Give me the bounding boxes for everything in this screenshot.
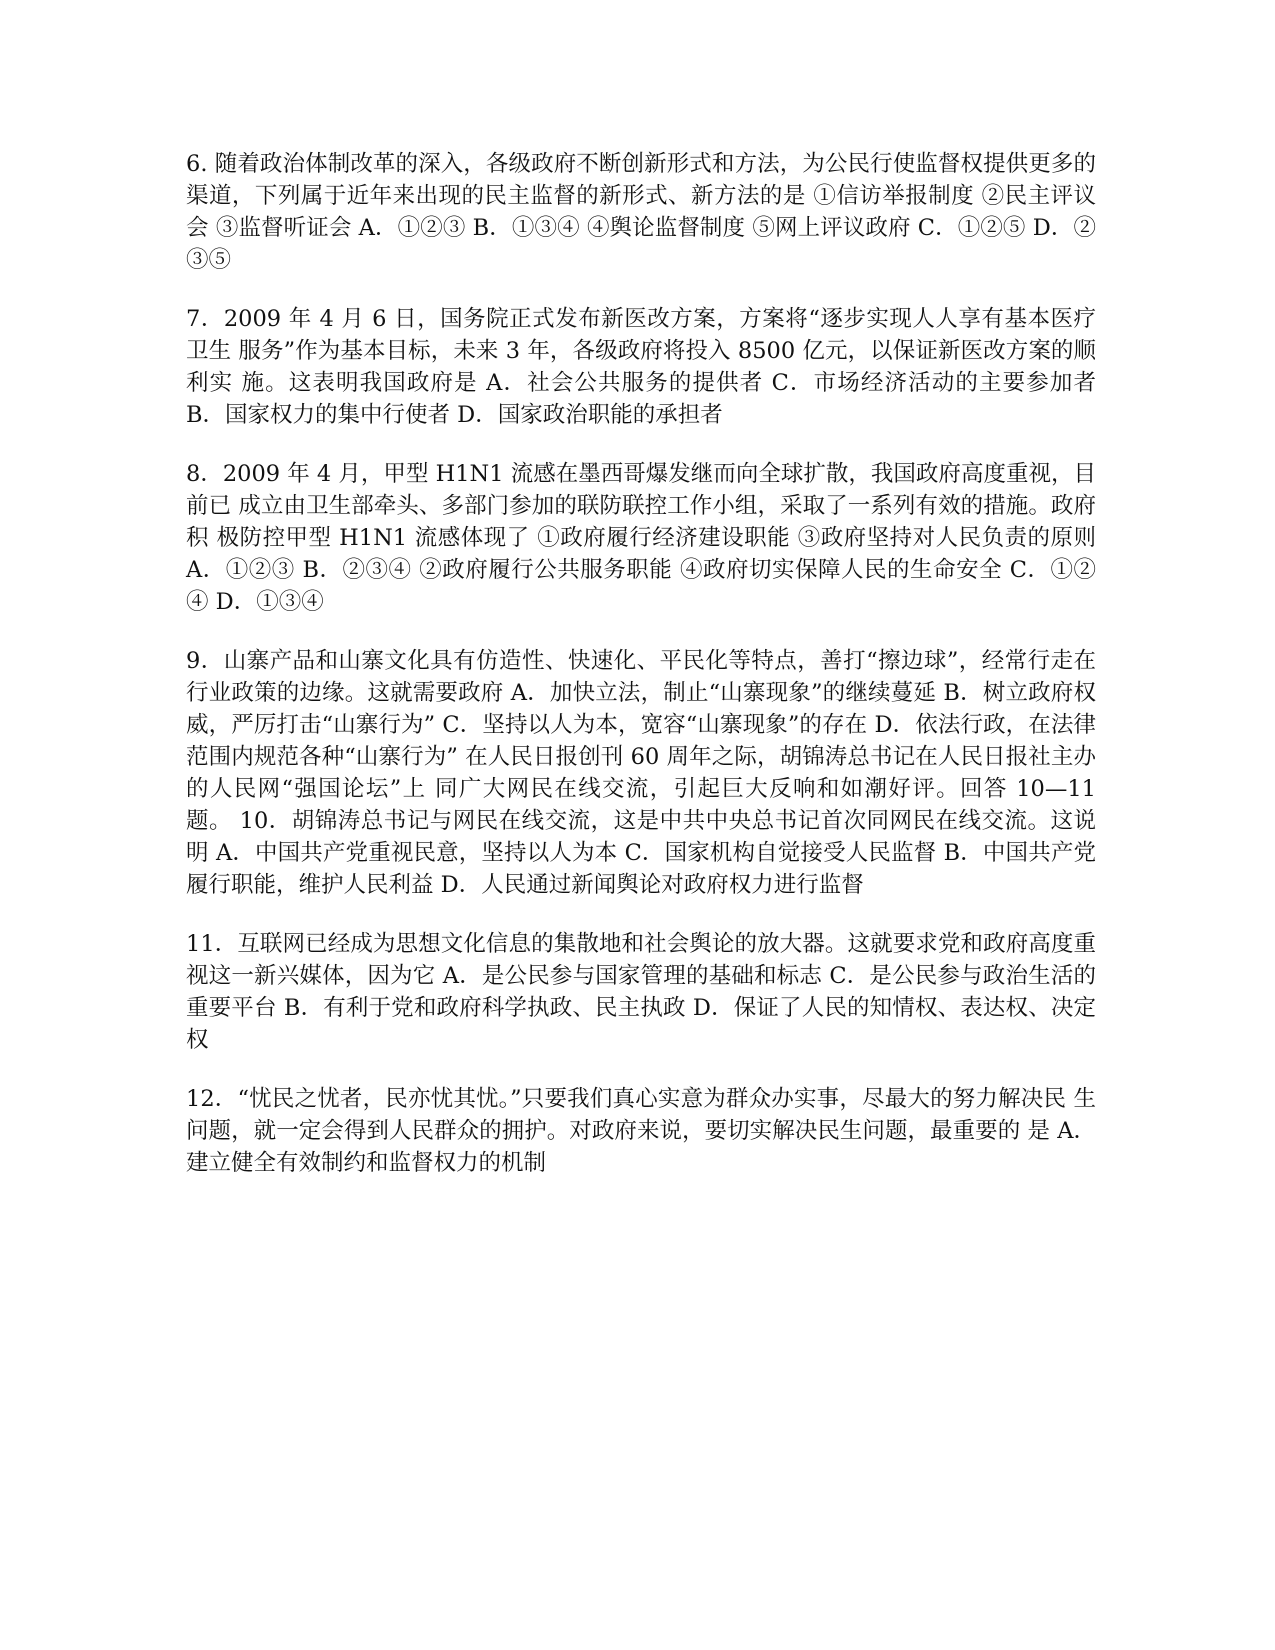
question-8: 8．2009 年 4 月，甲型 H1N1 流感在墨西哥爆发继而向全球扩散，我国政府高度重视，目前已 成立由卫生部牵头、多部门参加的联防联控工作小组，采取了一系列有效的措施。政府积 极防控甲型 H1N1 流感体现了 ①政府履行经济建设职能 ③政府坚持对人民负责的原则 A．①②③ B．②③④ ②政府履行公共服务职能 ④政府切实保障人民的生命安全 C．①②④ D．①③④ [186,461,1096,615]
question-11: 11．互联网已经成为思想文化信息的集散地和社会舆论的放大器。这就要求党和政府高度重 视这一新兴媒体，因为它 A．是公民参与国家管理的基础和标志 C．是公民参与政治生活的重要平台 B．有利于党和政府科学执政、民主执政 D．保证了人民的知情权、表达权、决定权 [186,931,1096,1053]
question-12: 12．“忧民之忧者，民亦忧其忧。”只要我们真心实意为群众办实事，尽最大的努力解决民 生问题，就一定会得到人民群众的拥护。对政府来说，要切实解决民生问题，最重要的 是 A．建立健全有效制约和监督权力的机制 [186,1086,1096,1176]
question-7: 7．2009 年 4 月 6 日，国务院正式发布新医改方案，方案将“逐步实现人人享有基本医疗卫生 服务”作为基本目标，未来 3 年，各级政府将投入 8500 亿元，以保证新医改方案的顺利实 施。这表明我国政府是 A．社会公共服务的提供者 C．市场经济活动的主要参加者 B．国家权力的集中行使者 D．国家政治职能的承担者 [186,306,1096,428]
document-page [186,148,1096,1206]
question-9: 9．山寨产品和山寨文化具有仿造性、快速化、平民化等特点，善打“擦边球”，经常行走在 行业政策的边缘。这就需要政府 A．加快立法，制止“山寨现象”的继续蔓延 B．树立政府权威，严厉打击“山寨行为” C．坚持以人为本，宽容“山寨现象”的存在 D．依法行政，在法律范围内规范各种“山寨行为” 在人民日报创刊 60 周年之际，胡锦涛总书记在人民日报社主办的人民网“强国论坛”上 同广大网民在线交流，引起巨大反响和如潮好评。回答 10—11 题。 10．胡锦涛总书记与网民在线交流，这是中共中央总书记首次同网民在线交流。这说明 A．中国共产党重视民意，坚持以人为本 C．国家机构自觉接受人民监督 B．中国共产党履行职能，维护人民利益 D．人民通过新闻舆论对政府权力进行监督 [186,648,1096,898]
question-6: 6. 随着政治体制改革的深入，各级政府不断创新形式和方法，为公民行使监督权提供更多的 渠道，下列属于近年来出现的民主监督的新形式、新方法的是 ①信访举报制度 ②民主评议会 ③监督听证会 A．①②③ B．①③④ ④舆论监督制度 ⑤网上评议政府 C．①②⑤ D．②③⑤ [186,151,1096,273]
